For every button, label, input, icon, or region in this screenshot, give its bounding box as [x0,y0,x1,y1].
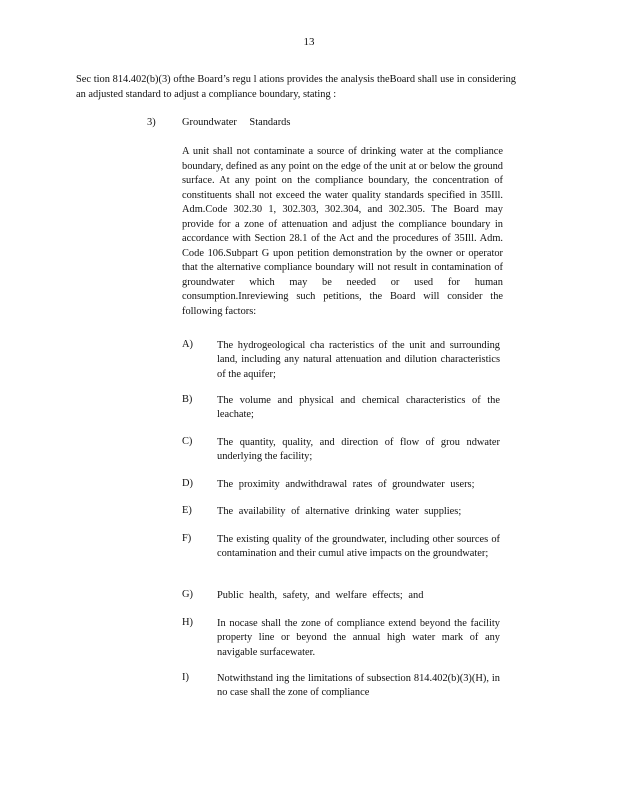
factor-text: The existing quality of the groundwater, including other sources of contamination and their cumul ative impacts on the groundwater; [217,534,500,560]
intro-paragraph: Sec tion 814.402(b)(3) ofthe Board’s regu l ations provides the analysis theBoard shall use in considering an adjusted standard to adjust a compliance boundary, stating : [76,74,516,100]
factor-letter: E) [182,505,192,516]
factor-text: The proximity andwithdrawal rates of groundwater users; [217,479,475,490]
factor-letter: C) [182,436,193,447]
factor-text: The volume and physical and chemical characteristics of the leachate; [217,395,500,421]
section-title: Groundwater Standards [182,117,291,128]
page-number: 13 [303,36,315,48]
factor-letter: I) [182,672,189,683]
factor-letter: A) [182,339,193,350]
factor-text: Public health, safety, and welfare effects; and [217,590,424,601]
factor-text: In nocase shall the zone of compliance extend beyond the facility property line or beyond the annual high water mark of any navigable surfacewater. [217,618,500,658]
factor-letter: F) [182,533,192,544]
factor-letter: B) [182,394,193,405]
factor-text: Notwithstand ing the limitations of subsection 814.402(b)(3)(H), in no case shall the zone of compliance [217,673,500,699]
section-number: 3) [147,117,156,128]
factor-text: The availability of alternative drinking water supplies; [217,506,462,517]
factor-letter: D) [182,478,193,489]
factor-letter: G) [182,589,193,600]
factor-letter: H) [182,617,193,628]
factor-text: The quantity, quality, and direction of flow of grou ndwater underlying the facility; [217,437,500,463]
section-paragraph: A unit shall not contaminate a source of drinking water at the compliance boundary, defined as any point on the edge of the unit at or below the ground surface. At any point on the compliance boundary, the concentration of constituents shall not exceed the water quality standards specified in 35Ill. Adm.Code 302.30 1, 302.303, 302.304, and 302.305. The Board may provide for a zone of attenuation and adjust the compliance boundary in accordance with Section 28.1 of the Act and the procedures of 35Ill. Adm. Code 106.Subpart G upon petition demonstration by the owner or operator that the alternative compliance boundary will not result in contamination of groundwater which may be needed or used for human consumption.Inreviewing such petitions, the Board will consider the following factors: [182,146,503,318]
factor-text: The hydrogeological cha racteristics of the unit and surrounding land, including any natural attenuation and dilution characteristics of the aquifer; [217,340,500,380]
